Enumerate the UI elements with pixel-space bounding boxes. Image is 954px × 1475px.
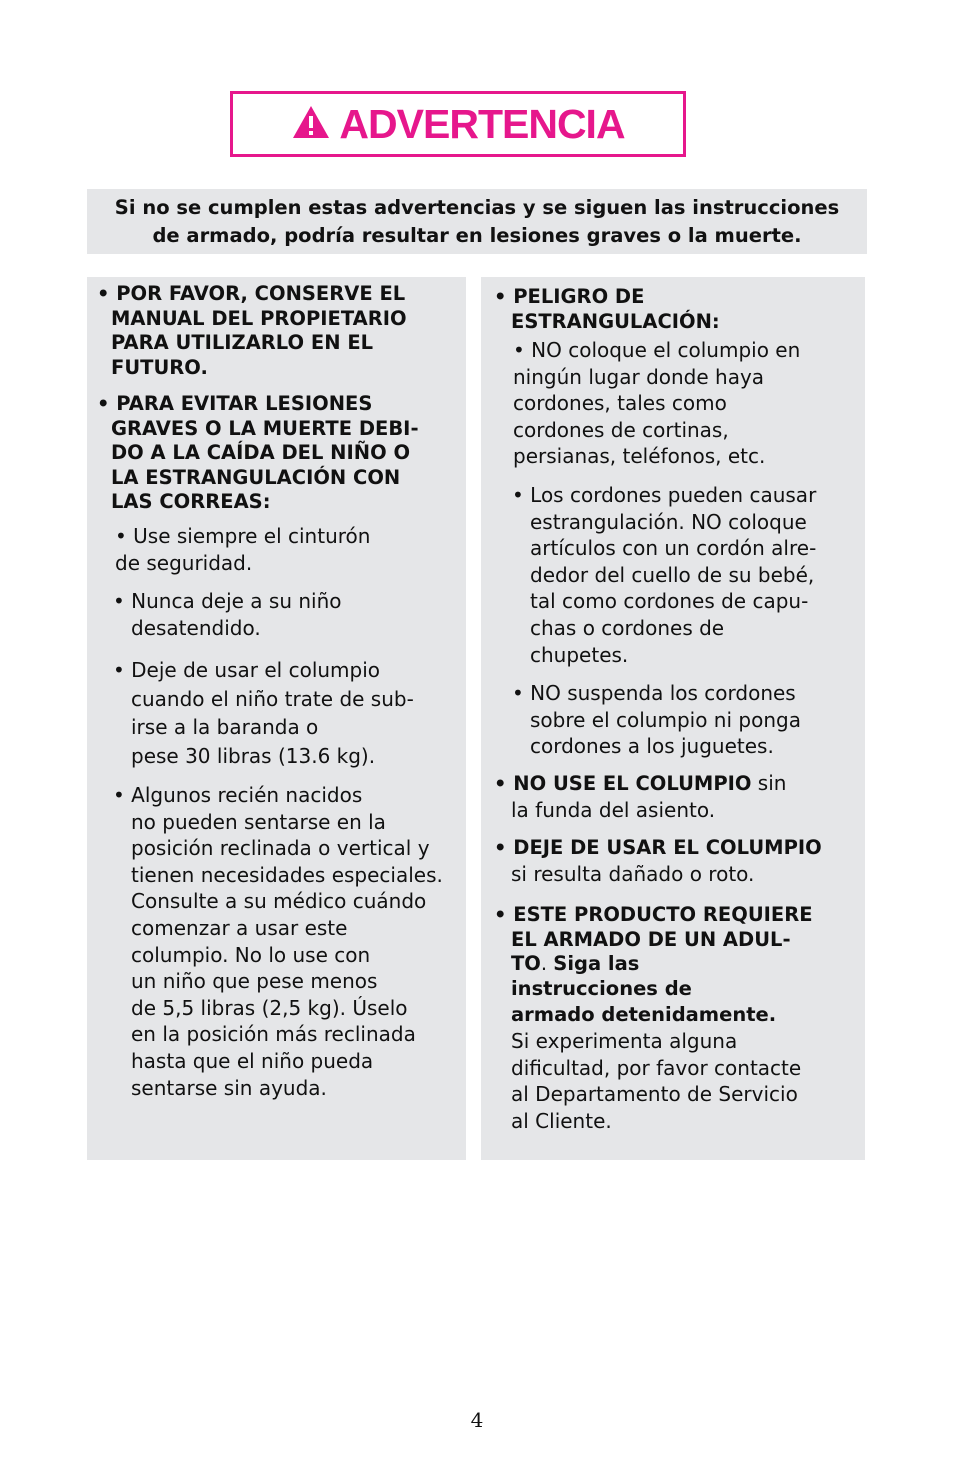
page-number: 4 (470, 1408, 484, 1432)
text-line: LA ESTRANGULACIÓN CON (111, 465, 401, 489)
text-line: • Deje de usar el columpio (113, 658, 381, 682)
text-line: columpio. No lo use con (131, 942, 371, 967)
text-line: pese 30 libras (13.6 kg). (131, 743, 376, 768)
text-line: PARA UTILIZARLO EN EL (111, 331, 374, 354)
text-line: dificultad, por favor contacte (511, 1055, 802, 1080)
intro-line: Si no se cumplen estas advertencias y se siguen las instrucciones (114, 196, 840, 219)
text-line: de 5,5 libras (2,5 kg). Úselo (131, 995, 408, 1020)
text-line: cuando el niño trate de sub- (131, 686, 414, 711)
text-line: de seguridad. (115, 550, 253, 575)
text-line: al Departamento de Servicio (511, 1082, 798, 1107)
text-line: desatendido. (131, 615, 261, 640)
keep-manual-warning (97, 282, 407, 380)
newborn-item (113, 782, 443, 1101)
strangulation-heading (494, 285, 720, 334)
intro-warning (87, 189, 867, 254)
text-line: • Use siempre el cinturón (115, 524, 371, 548)
text-line: LAS CORREAS: (111, 490, 271, 513)
text-line: chupetes. (530, 642, 629, 667)
text-line: cordones, tales como (513, 391, 727, 416)
avoid-injury-warning (97, 392, 419, 515)
text-line: comenzar a usar este (131, 915, 348, 940)
text-line: persianas, teléfonos, etc. (513, 444, 766, 469)
text-line: no pueden sentarse en la (131, 809, 386, 834)
intro-line: de armado, podría resultar en lesiones graves o la muerte. (152, 224, 802, 247)
right-column (481, 277, 865, 1160)
text-run: . (540, 952, 554, 975)
text-line: • Algunos recién nacidos (113, 783, 363, 807)
text-line: • NO suspenda los cordones (512, 681, 796, 705)
text-line: armado detenidamente. (511, 1003, 777, 1026)
text-run: TO (511, 952, 541, 975)
text-line: irse a la baranda o (131, 715, 319, 740)
left-column (87, 277, 466, 1160)
bold-text: • DEJE DE USAR EL COLUMPIO (494, 836, 822, 859)
text-line: la funda del asiento. (511, 797, 716, 822)
text-line: si resulta dañado o roto. (511, 861, 755, 886)
text-line: ESTRANGULACIÓN: (511, 309, 720, 333)
cords-strangulation-item (512, 482, 816, 668)
text-line: • NO coloque el columpio en (513, 338, 801, 362)
text-line: artículos con un cordón alre- (530, 536, 817, 561)
text-line: ningún lugar donde haya (513, 364, 765, 389)
bold-text: • NO USE EL COLUMPIO (494, 772, 752, 795)
stop-using-item (113, 656, 414, 770)
text-line: sobre el columpio ni ponga (530, 707, 801, 732)
adult-assembly-warning (494, 903, 813, 1134)
text-run: sin (751, 771, 787, 795)
text-line: instrucciones de (511, 976, 692, 1000)
text-line: cordones de cortinas, (513, 417, 729, 442)
damaged-warning (494, 836, 822, 887)
text-line: Si experimenta alguna (511, 1029, 738, 1053)
text-run: Siga las (553, 952, 640, 975)
suspend-cords-item (512, 680, 801, 760)
text-line: estrangulación. NO coloque (530, 509, 807, 534)
text-line: • Nunca deje a su niño (113, 589, 342, 613)
text-line: hasta que el niño pueda (131, 1048, 374, 1073)
text-line: cordones a los juguetes. (530, 734, 774, 759)
seatbelt-item (115, 523, 370, 576)
text-line: MANUAL DEL PROPIETARIO (111, 306, 407, 330)
seat-cover-warning (494, 770, 786, 823)
text-line: • Los cordones pueden causar (512, 483, 817, 507)
warning-banner (230, 91, 686, 157)
text-line: tienen necesidades especiales. (131, 862, 443, 887)
text-line: • PARA EVITAR LESIONES (97, 392, 373, 415)
text-line: posición reclinada o vertical y (131, 836, 430, 861)
text-line: en la posición más reclinada (131, 1022, 416, 1047)
text-line: tal como cordones de capu- (530, 589, 809, 614)
text-line: chas o cordones de (530, 615, 725, 640)
text-line: al Cliente. (511, 1108, 612, 1133)
unattended-item (113, 588, 342, 641)
text-line: Consulte a su médico cuándo (131, 889, 427, 914)
text-line: • ESTE PRODUCTO REQUIERE (494, 903, 813, 926)
text-line: • PELIGRO DE (494, 285, 645, 308)
text-line: un niño que pese menos (131, 969, 378, 994)
text-line: DO A LA CAÍDA DEL NIÑO O (111, 441, 411, 464)
text-line: • POR FAVOR, CONSERVE EL (97, 282, 406, 305)
text-line: dedor del cuello de su bebé, (530, 562, 815, 587)
text-line: EL ARMADO DE UN ADUL- (511, 927, 791, 951)
text-line: FUTURO. (111, 355, 208, 379)
text-line: GRAVES O LA MUERTE DEBI- (111, 416, 419, 440)
warning-triangle-icon (291, 104, 331, 144)
warning-title: ADVERTENCIA (339, 100, 625, 147)
cords-location-item (513, 337, 800, 470)
text-line: sentarse sin ayuda. (131, 1075, 327, 1100)
